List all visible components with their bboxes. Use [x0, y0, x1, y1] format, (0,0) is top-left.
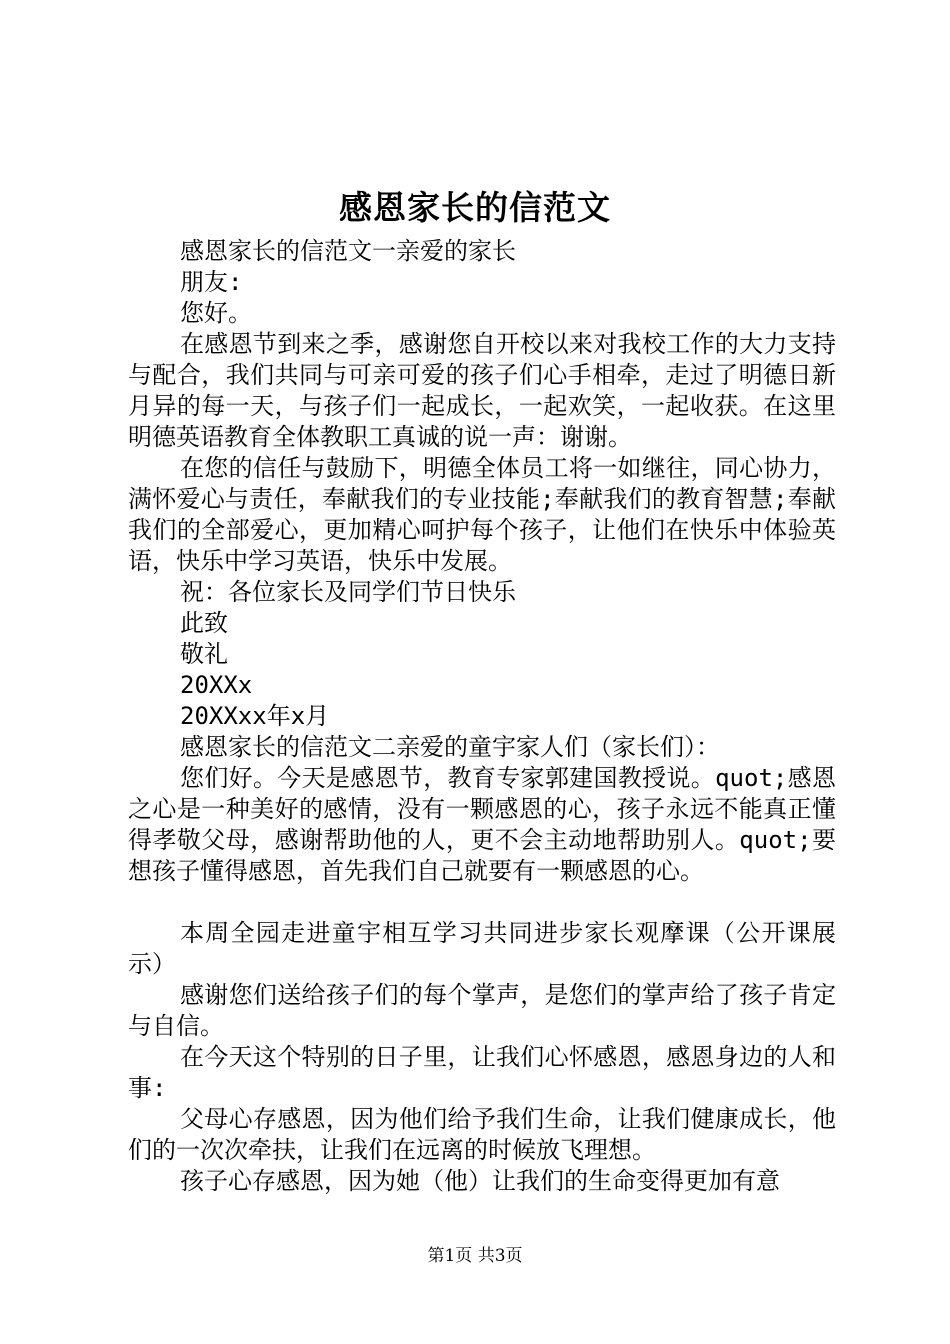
paragraph: 本周全园走进童宇相互学习共同进步家长观摩课（公开课展示） — [128, 919, 836, 978]
paragraph: 父母心存感恩，因为他们给予我们生命，让我们健康成长，他们的一次次牵扶，让我们在远离的时候放飞理想。 — [128, 1105, 836, 1164]
document-title: 感恩家长的信范文 — [339, 188, 611, 227]
paragraph: 在您的信任与鼓励下，明德全体员工将一如继往，同心协力，满怀爱心与责任，奉献我们的专业技能;奉献我们的教育智慧;奉献我们的全部爱心，更加精心呵护每个孩子，让他们在快乐中体验英语，快乐中学习英语，快乐中发展。 — [128, 454, 836, 575]
paragraph: 20XXxx年x月 — [180, 702, 330, 730]
paragraph: 在感恩节到来之季，感谢您自开校以来对我校工作的大力支持与配合，我们共同与可亲可爱的孩子们心手相牵，走过了明德日新月异的每一天，与孩子们一起成长，一起欢笑，一起收获。在这里明德英语教育全体教职工真诚的说一声：谢谢。 — [128, 330, 836, 451]
paragraph: 您们好。今天是感恩节，教育专家郭建国教授说。quot;感恩之心是一种美好的感情，没有一颗感恩的心，孩子永远不能真正懂得孝敬父母，感谢帮助他的人，更不会主动地帮助别人。quot;要想孩子懂得感恩，首先我们自己就要有一颗感恩的心。 — [128, 764, 836, 885]
paragraph-spacer — [128, 887, 836, 918]
paragraph: 20XXx — [180, 671, 253, 699]
paragraph: 敬礼 — [180, 640, 228, 668]
paragraph: 感恩家长的信范文二亲爱的童宇家人们（家长们）： — [180, 733, 720, 761]
paragraph: 感谢您们送给孩子们的每个掌声，是您们的掌声给了孩子肯定与自信。 — [128, 981, 836, 1040]
paragraph: 朋友: — [180, 268, 243, 296]
paragraph: 感恩家长的信范文一亲爱的家长 — [180, 237, 516, 265]
paragraph: 您好。 — [180, 299, 252, 327]
paragraph: 祝：各位家长及同学们节日快乐 — [180, 578, 516, 606]
paragraph: 在今天这个特别的日子里，让我们心怀感恩，感恩身边的人和事: — [128, 1043, 836, 1102]
paragraph: 孩子心存感恩，因为她（他）让我们的生命变得更加有意 — [180, 1167, 780, 1195]
page-number-footer: 第1页 共3页 — [427, 1246, 523, 1266]
paragraph: 此致 — [180, 609, 228, 637]
document-body — [128, 236, 836, 1197]
